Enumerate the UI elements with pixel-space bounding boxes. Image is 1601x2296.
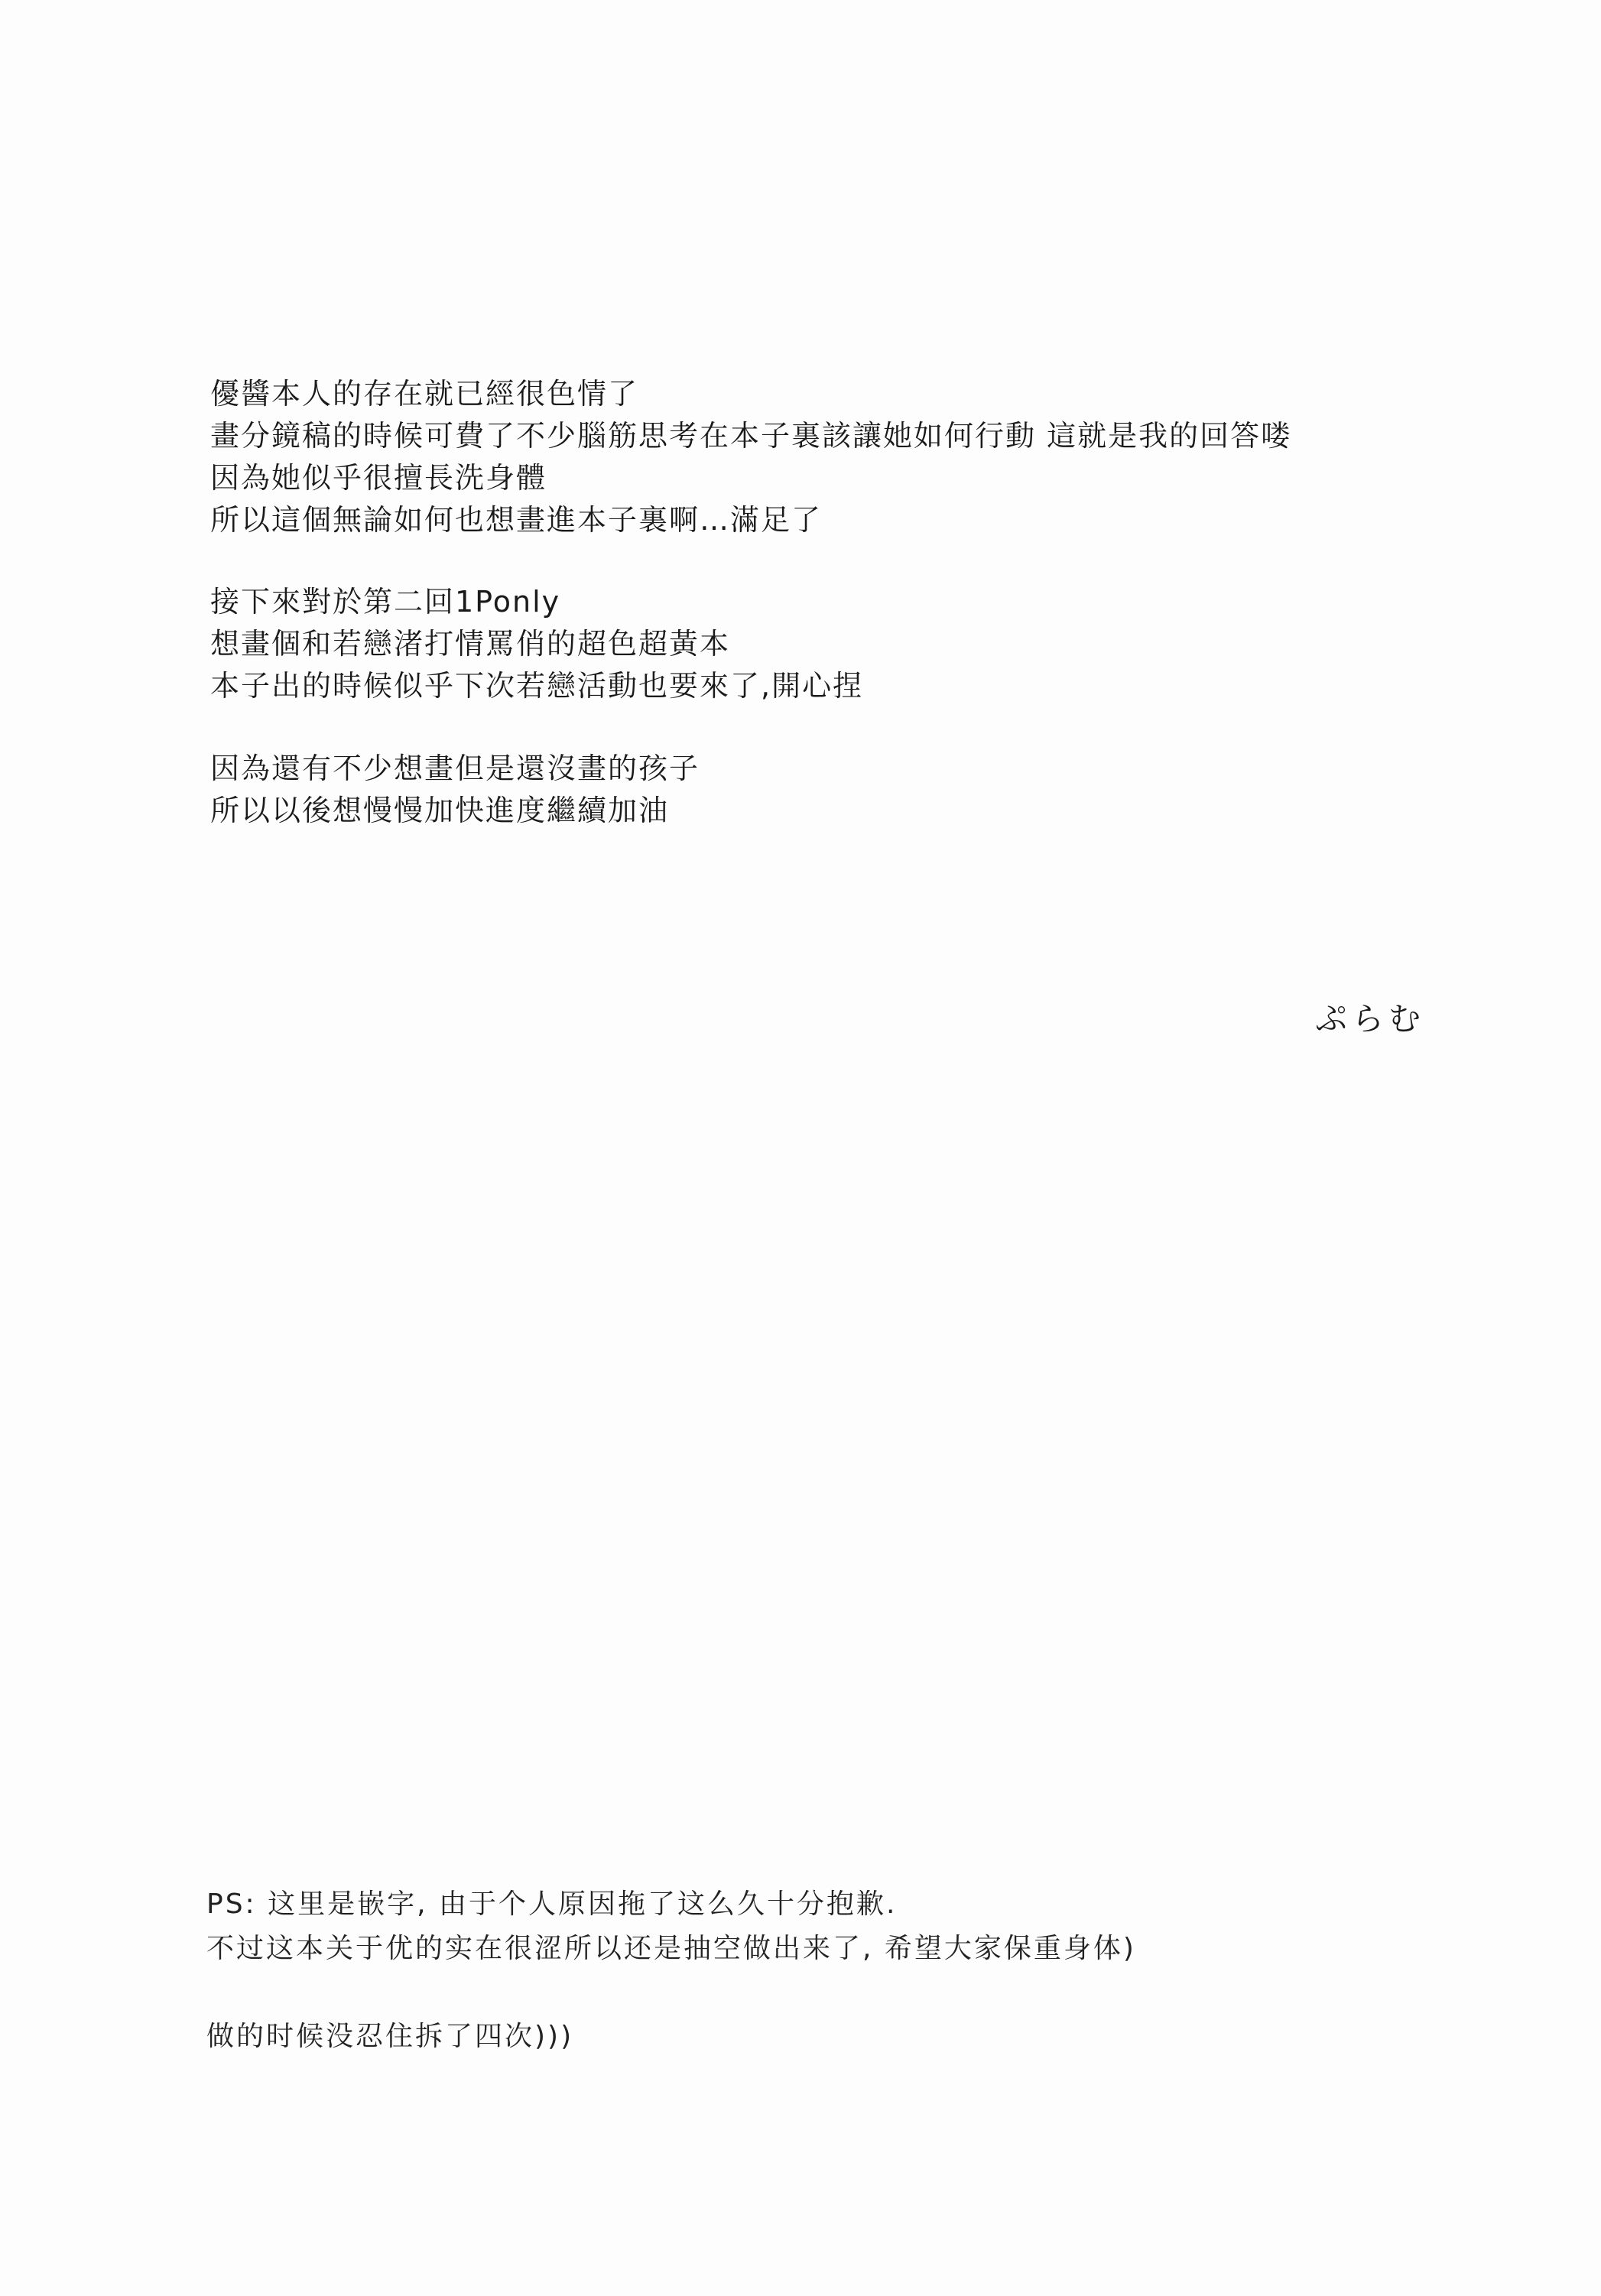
author-signature: ぷらむ (1315, 1000, 1426, 1038)
text-line: 因為還有不少想畫但是還沒畫的孩子 (210, 752, 700, 785)
afterword-paragraph-1 (210, 373, 1556, 541)
text-line: 因為她似乎很擅長洗身體 (210, 461, 547, 495)
text-line: 所以以後想慢慢加快進度繼續加油 (210, 794, 670, 827)
text-line: 優醬本人的存在就已經很色情了 (210, 377, 639, 411)
afterword-paragraph-3 (210, 748, 1556, 832)
text-line: 想畫個和若戀渚打情罵俏的超色超黃本 (210, 627, 731, 661)
postscript-line: 不过这本关于优的实在很涩所以还是抽空做出来了, 希望大家保重身体) (206, 1933, 1136, 1964)
afterword-paragraph-2 (210, 581, 1556, 707)
text-line: 本子出的時候似乎下次若戀活動也要來了,開心捏 (210, 669, 864, 703)
postscript-footer: 做的时候没忍住拆了四次))) (206, 2021, 574, 2052)
postscript (206, 1882, 1552, 1971)
text-line: 接下來對於第二回1Ponly (210, 585, 561, 619)
text-line: 所以這個無論如何也想畫進本子裏啊…滿足了 (210, 503, 823, 537)
postscript-line: PS: 这里是嵌字, 由于个人原因拖了这么久十分抱歉. (206, 1888, 898, 1920)
text-line: 畫分鏡稿的時候可費了不少腦筋思考在本子裏該讓她如何行動 這就是我的回答喽 (210, 419, 1292, 453)
